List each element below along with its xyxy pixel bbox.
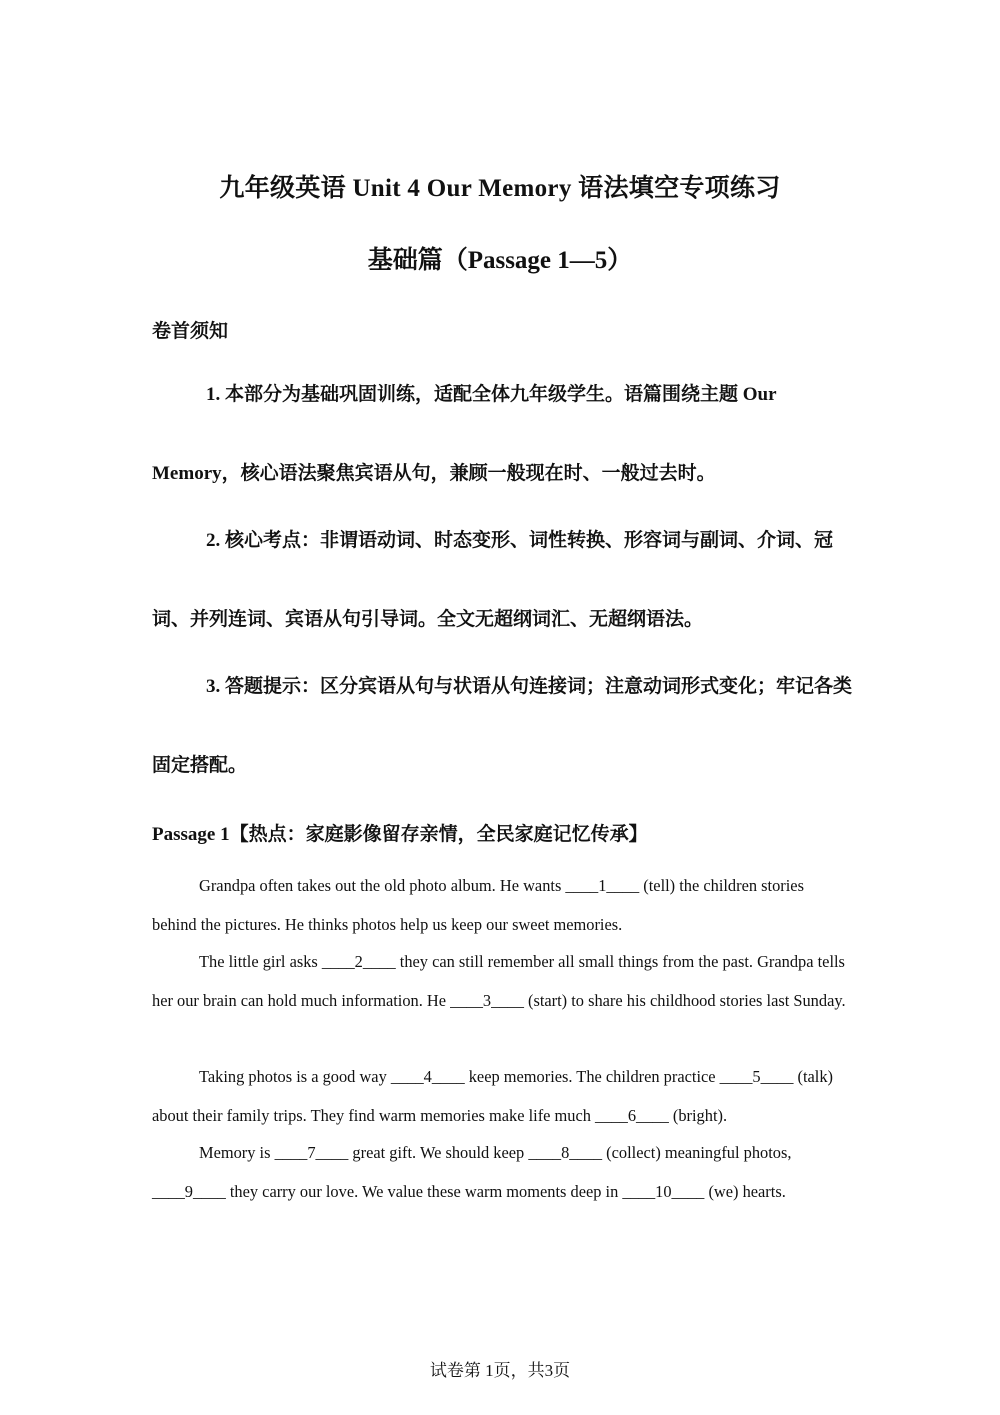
passage-1-paragraph-1: Grandpa often takes out the old photo album. He wants ____1____ (tell) the children stories behind the pictures. He thinks photos help us keep our sweet memories. (152, 876, 804, 934)
notice-item-1: 1. 本部分为基础巩固训练，适配全体九年级学生。语篇围绕主题 Our Memory，核心语法聚焦宾语从句，兼顾一般现在时、一般过去时。 (152, 384, 777, 484)
page-footer: 试卷第 1页，共3页 (429, 1361, 571, 1380)
document-subtitle: 基础篇（Passage 1—5） (367, 247, 633, 274)
passage-1-paragraph-2: The little girl asks ____2____ they can still remember all small things from the past. Grandpa tells her our brain can hold much information. He ____3____ (start) to share his childhood stories last Sunday. (152, 952, 846, 1010)
passage-1-heading: Passage 1【热点：家庭影像留存亲情，全民家庭记忆传承】 (152, 824, 648, 845)
document-title: 九年级英语 Unit 4 Our Memory 语法填空专项练习 (219, 175, 781, 202)
passage-1-paragraph-3: Taking photos is a good way ____4____ keep memories. The children practice ____5____ (talk) about their family trips. They find warm memories make life much ____6____ (bright). (152, 1067, 833, 1125)
notice-item-3: 3. 答题提示：区分宾语从句与状语从句连接词；注意动词形式变化；牢记各类固定搭配。 (152, 676, 853, 776)
notice-item-2: 2. 核心考点：非谓语动词、时态变形、词性转换、形容词与副词、介词、冠词、并列连词、宾语从句引导词。全文无超纲词汇、无超纲语法。 (152, 530, 834, 630)
notice-heading: 卷首须知 (152, 321, 229, 342)
passage-1-paragraph-4: Memory is ____7____ great gift. We should keep ____8____ (collect) meaningful photos, ____9____ they carry our love. We value these warm moments deep in ____10____ (we) hearts. (152, 1143, 792, 1201)
